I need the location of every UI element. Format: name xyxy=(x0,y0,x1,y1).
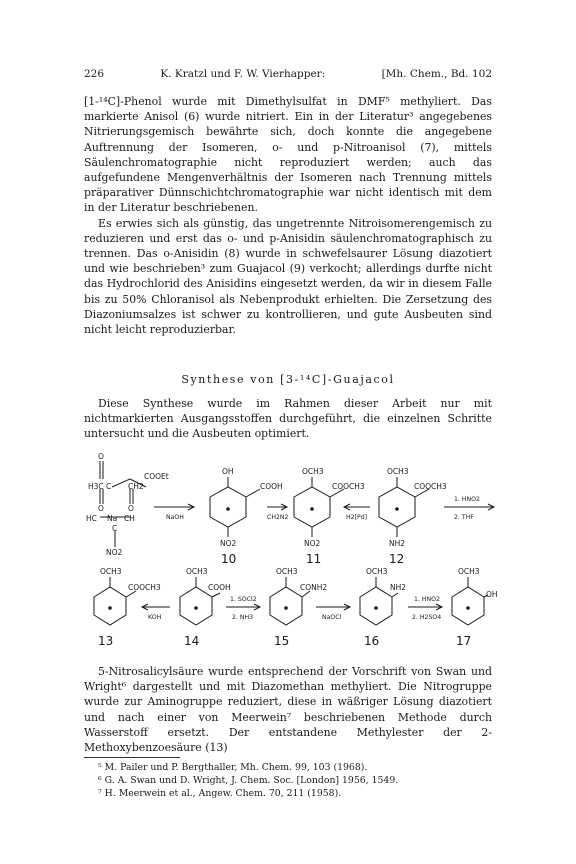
arrow-naocl xyxy=(316,604,350,610)
start-label-cooet: COOEt xyxy=(144,472,169,481)
start-label-ch: CH xyxy=(124,514,135,523)
start-label-c2: C xyxy=(112,524,118,533)
arrow-koh xyxy=(142,604,170,610)
substituent-bonds-row2 xyxy=(110,577,488,597)
running-title: K. Kratzl und F. W. Vierhapper: xyxy=(160,68,326,80)
compound-number-10: 10 xyxy=(221,552,237,566)
footnote-7: ⁷ H. Meerwein et al., Angew. Chem. 70, 211 (1958). xyxy=(98,788,342,799)
arrow-socl2 xyxy=(226,604,260,610)
start-label-no2: NO2 xyxy=(106,548,123,557)
ring-14 xyxy=(180,587,212,625)
compound-number-13: 13 xyxy=(98,634,114,648)
reagent-thf: 2. THF xyxy=(454,514,474,521)
body-text-bottom xyxy=(84,664,492,755)
reagent-naoh: NaOH xyxy=(166,514,184,521)
arrow-naoh xyxy=(154,504,194,510)
arrow-h2so4 xyxy=(408,604,442,610)
compound-number-17: 17 xyxy=(456,634,472,648)
arrow-ch2n2 xyxy=(267,504,287,510)
footnotes xyxy=(84,757,492,800)
reagent-socl2: 1. SOCl2 xyxy=(230,596,257,603)
start-label-o3: O xyxy=(128,504,134,513)
ring-17 xyxy=(452,587,484,625)
reagent-nh3: 2. NH3 xyxy=(232,614,254,621)
journal-ref: [Mh. Chem., Bd. 102 xyxy=(381,68,492,80)
substituent-bonds-row1 xyxy=(228,477,429,537)
compound-17-side: OH xyxy=(486,590,498,599)
compound-15-side: CONH2 xyxy=(300,583,328,592)
body-text-mid xyxy=(84,396,492,442)
reagent-naocl: NaOCl xyxy=(322,614,342,621)
start-label-hc: HC xyxy=(86,514,97,523)
paragraph-2: Es erwies sich als günstig, das ungetrennte Nitroisomerengemisch zu reduzieren und erst das o- und p-Anisidin säulenchromatographisch zu trennen. Das o-Anisidin (8) wurde in schwefelsaurer Lösung diazotiert und wie beschrieben³ zum Guajacol (9) verkocht; allerdings durfte nicht das Hydrochlorid des Anisidins eingesetzt werden, da wir in diesem Falle bis zu 50% Chloranisol als Nebenprodukt erhielten. Die Zersetzung des Diazoniumsalzes ist schwer zu kontrollieren, und gute Ausbeuten sind nicht leicht reproduzierbar. xyxy=(84,216,492,337)
compound-14-top: OCH3 xyxy=(186,567,208,576)
footnote-5: ⁵ M. Pailer und P. Bergthaller, Mh. Chem. 99, 103 (1968). xyxy=(98,762,368,773)
compound-number-15: 15 xyxy=(274,634,290,648)
compound-13-side: COOCH3 xyxy=(128,583,161,592)
compound-13-top: OCH3 xyxy=(100,567,122,576)
reagent-h2so4: 2. H2SO4 xyxy=(412,614,442,621)
compound-12-bottom: NH2 xyxy=(389,539,406,548)
reagent-ch2n2: CH2N2 xyxy=(267,514,289,521)
compound-11-top: OCH3 xyxy=(302,467,324,476)
reagent-h2pd: H2[Pd] xyxy=(346,514,368,521)
ring-16 xyxy=(360,587,392,625)
compound-10-bottom: NO2 xyxy=(220,539,237,548)
compound-number-14: 14 xyxy=(184,634,200,648)
reagent-hno2-2: 1. HNO2 xyxy=(414,596,440,603)
start-label-ch2: CH2 xyxy=(128,482,144,491)
reaction-scheme xyxy=(84,449,502,661)
footnote-6: ⁶ G. A. Swan und D. Wright, J. Chem. Soc. [London] 1956, 1549. xyxy=(98,775,399,786)
page-number: 226 xyxy=(84,68,105,80)
compound-number-16: 16 xyxy=(364,634,380,648)
paragraph-3: Diese Synthese wurde im Rahmen dieser Arbeit nur mit nichtmarkierten Ausgangsstoffen durchgeführt, die einzelnen Schritte untersucht und die Ausbeuten optimiert. xyxy=(84,397,492,441)
compound-16-side: NH2 xyxy=(390,583,407,592)
ring-15 xyxy=(270,587,302,625)
section-heading: Synthese von [3-¹⁴C]-Guajacol xyxy=(181,373,395,386)
start-label-c: C xyxy=(106,482,112,491)
compound-17-top: OCH3 xyxy=(458,567,480,576)
ring-10 xyxy=(210,487,246,527)
compound-12-top: OCH3 xyxy=(387,467,409,476)
compound-10-side: COOH xyxy=(260,482,283,491)
start-label-h3c: H3C xyxy=(88,482,104,491)
start-label-o: O xyxy=(98,452,104,461)
compound-11-bottom: NO2 xyxy=(304,539,321,548)
compound-11-side: COOCH3 xyxy=(332,482,365,491)
scheme-svg xyxy=(84,449,502,661)
ring-13 xyxy=(94,587,126,625)
arrow-hno2 xyxy=(444,504,494,510)
paragraph-4: 5-Nitrosalicylsäure wurde entsprechend der Vorschrift von Swan und Wright⁶ dargestellt und mit Diazomethan methyliert. Die Nitrogruppe wurde zur Aminogruppe reduziert, diese in wäßriger Lösung diazotiert und nach einer von Meerwein⁷ beschriebenen Methode durch Wasserstoff ersetzt. Der entstandene Methylester der 2-Methoxybenzoesäure (13) xyxy=(84,665,492,755)
body-text-top xyxy=(84,94,492,337)
compound-number-11: 11 xyxy=(306,552,322,566)
compound-12-side: COOCH3 xyxy=(414,482,447,491)
start-label-o2: O xyxy=(98,504,104,513)
start-label-na: Na xyxy=(107,514,118,523)
start-bonds xyxy=(100,461,146,547)
ring-11 xyxy=(294,487,330,527)
compound-14-side: COOH xyxy=(208,583,231,592)
ring-12 xyxy=(379,487,415,527)
compound-15-top: OCH3 xyxy=(276,567,298,576)
page-header xyxy=(84,67,492,81)
reagent-hno2: 1. HNO2 xyxy=(454,496,480,503)
arrow-h2pd xyxy=(344,504,370,510)
compound-number-12: 12 xyxy=(389,552,405,566)
paragraph-1: [1-¹⁴C]-Phenol wurde mit Dimethylsulfat in DMF⁵ methyliert. Das markierte Anisol (6) wurde nitriert. Ein in der Literatur³ angegebenes Nitrierungsgemisch bewährte sich, doch konnte die angegebene Auftrennung der Isomeren, o- und p-Nitroanisol (7), mittels Säulenchromatographie nicht reproduziert werden; auch das aufgefundene Mengenverhältnis der Isomeren nach Trennung mittels präparativer Dünnschichtchromatographie war nicht identisch mit dem in der Literatur beschriebenen. xyxy=(84,95,492,215)
footnote-rule xyxy=(84,757,180,758)
compound-10-top: OH xyxy=(222,467,234,476)
reagent-koh: KOH xyxy=(148,614,162,621)
compound-16-top: OCH3 xyxy=(366,567,388,576)
